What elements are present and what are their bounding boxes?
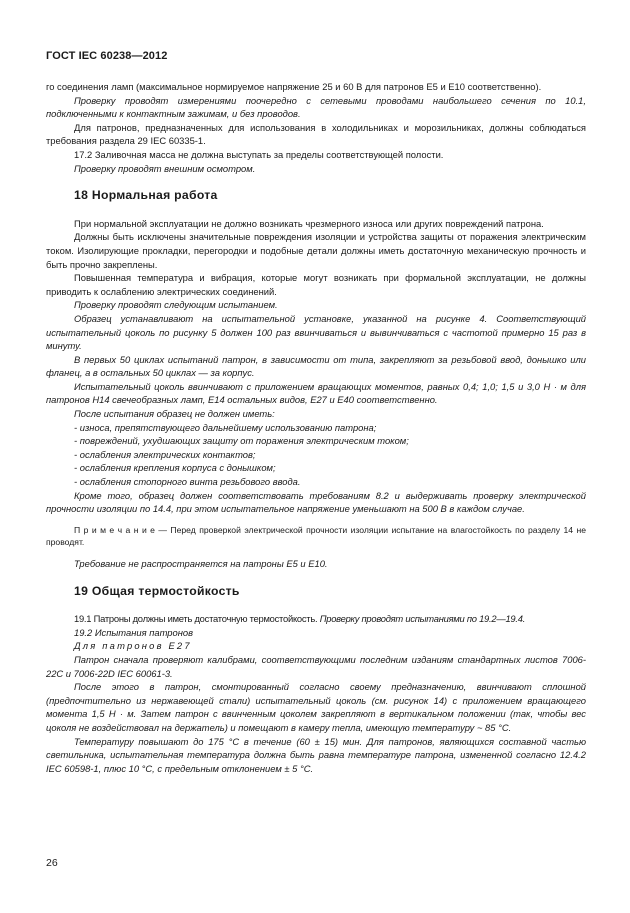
note-label: П р и м е ч а н и е xyxy=(74,524,155,535)
subheading-e27: Для патронов Е27 xyxy=(74,640,192,652)
list-item: - ослабления крепления корпуса с донышком; xyxy=(74,462,276,474)
paragraph: Кроме того, образец должен соответствовать требованиям 8.2 и выдерживать проверку электрической прочности изоляции по 14.4, при этом испытательное напряжение уменьшают на 500 В в каждом случае. xyxy=(46,489,586,515)
clause-17-2: 17.2 Заливочная масса не должна выступать за пределы соответствующей полости. xyxy=(74,148,444,160)
paragraph: Для патронов, предназначенных для использования в холодильниках и морозильниках, должны соблюдаться требования раздела 29 IEC 60335-1. xyxy=(46,121,586,147)
list-item: - повреждений, ухудшающих защиту от поражения электрическим током; xyxy=(74,435,409,447)
document-body xyxy=(46,80,586,775)
paragraph: Температуру повышают до 175 °С в течение (60 ± 15) мин. Для патронов, являющихся составной частью светильника, испытательная температура должна быть равна температуре патрона, измененной согласно 12.4.2 IEC 60598-1, плюс 10 °С, с предельным отклонением ± 5 °С. xyxy=(46,735,586,774)
paragraph: После этого в патрон, смонтированный согласно своему предназначению, ввинчивают сплошной (предпочтительно из нержавеющей стали) испытательный цоколь (см. рисунок 14) с приложением вращающего момента 1,5 Н · м. Затем патрон с ввинченным цоколем закрепляют в вертикальном положении (так, чтобы вес цоколя не воздействовал на держатель) и помещают в камеру тепла, имеющую температуру ~ 85 °С. xyxy=(46,681,586,733)
note xyxy=(46,524,586,549)
section-heading-18: 18 Нормальная работа xyxy=(74,188,218,203)
document-header: ГОСТ IEC 60238—2012 xyxy=(46,50,168,62)
paragraph: Проверку проводят следующим испытанием. xyxy=(74,299,278,311)
list-item: - износа, препятствующего дальнейшему использованию патрона; xyxy=(74,421,377,433)
paragraph: Испытательный цоколь ввинчивают с приложением вращающих моментов, равных 0,4; 1,0; 1,5 и 3,0 Н · м для патронов Н14 свечеобразных ламп, Е14 остальных видов, Е27 и Е40 соответственно. xyxy=(46,380,586,406)
clause-19-1 xyxy=(46,612,586,626)
section-heading-19: 19 Общая термостойкость xyxy=(74,583,240,598)
paragraph: В первых 50 циклах испытаний патрон, в зависимости от типа, закрепляют за резьбовой ввод, донышко или фланец, а в остальных 50 циклах — за корпус. xyxy=(46,353,586,379)
paragraph: Проверку проводят измерениями поочередно с сетевыми проводами наибольшего сечения по 10.1, подключенными к контактным зажимам, и без проводов. xyxy=(46,94,586,120)
page-number: 26 xyxy=(46,857,58,869)
paragraph: Образец устанавливают на испытательной установке, указанной на рисунке 4. Соответствующий испытательный цоколь по рисунку 5 должен 100 раз ввинчиваться и вывинчиваться с частотой примерно 15 раз в минуту. xyxy=(46,312,586,352)
note-text: — Перед проверкой электрической прочности изоляции испытание на влагостойкость по разделу 14 не проводят. xyxy=(46,524,586,548)
paragraph: Проверку проводят внешним осмотром. xyxy=(74,162,256,174)
clause-19-2: 19.2 Испытания патронов xyxy=(74,626,193,638)
paragraph: После испытания образец не должен иметь: xyxy=(74,408,275,420)
list-item: - ослабления стопорного винта резьбового ввода. xyxy=(74,476,301,488)
clause-check: Проверку проводят испытаниями по 19.2—19.4. xyxy=(319,613,526,625)
paragraph: Требование не распространяется на патроны Е5 и Е10. xyxy=(74,558,328,569)
list-item: - ослабления электрических контактов; xyxy=(74,448,256,460)
clause-text: 19.1 Патроны должны иметь достаточную термостойкость. xyxy=(74,613,320,625)
paragraph: Должны быть исключены значительные повреждения изоляции и устройства защиты от поражения электрическим током. Изолирующие прокладки, перегородки и подобные детали должны иметь достаточную механическую прочность и быть прочно закреплены. xyxy=(46,231,586,270)
paragraph: При нормальной эксплуатации не должно возникать чрезмерного износа или других повреждений патрона. xyxy=(74,217,544,229)
paragraph: го соединения ламп (максимальное нормируемое напряжение 25 и 60 В для патронов Е5 и Е10 соответственно). xyxy=(46,81,542,92)
paragraph: Патрон сначала проверяют калибрами, соответствующими последним изданиям стандартных листов 7006-22С и 7006-22D IEC 60061-3. xyxy=(46,653,586,679)
paragraph: Повышенная температура и вибрация, которые могут возникать при формальной эксплуатации, не должны приводить к ослаблению электрических соединений. xyxy=(46,272,586,297)
